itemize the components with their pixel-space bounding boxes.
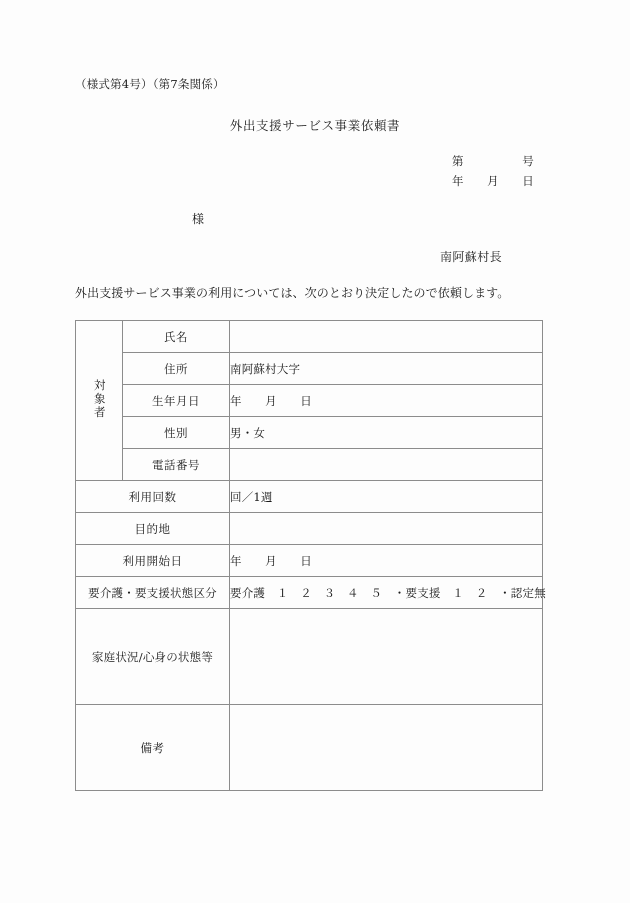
- document-number-line: 第 号: [452, 154, 534, 168]
- row-value-remarks[interactable]: [230, 705, 543, 791]
- subject-group-label: [76, 321, 123, 481]
- table-row: [76, 385, 543, 417]
- row-label-destination: 目的地: [76, 513, 230, 545]
- row-value-usage-count[interactable]: 回／1週: [230, 481, 543, 513]
- subject-group-label-text: 対象者: [92, 378, 107, 420]
- table-row: [76, 481, 543, 513]
- row-label-family-condition: 家庭状況/心身の状態等: [76, 609, 230, 705]
- document-date-line: 年 月 日: [452, 174, 534, 188]
- row-value-destination[interactable]: [230, 513, 543, 545]
- table-row: [76, 449, 543, 481]
- table-row: [76, 321, 543, 353]
- row-label-address: 住所: [123, 353, 230, 385]
- row-value-care-level[interactable]: 要介護 １ ２ ３ ４ ５ ・要支援 １ ２ ・認定無: [230, 577, 543, 609]
- lead-paragraph: 外出支援サービス事業の利用については、次のとおり決定したので依頼します。: [75, 286, 510, 300]
- table-row: [76, 705, 543, 791]
- row-label-care-level: 要介護・要支援状態区分: [76, 577, 230, 609]
- form-code: （様式第4号）（第7条関係）: [75, 77, 225, 91]
- row-value-phone[interactable]: [230, 449, 543, 481]
- row-label-remarks: 備考: [76, 705, 230, 791]
- row-value-start-date[interactable]: 年 月 日: [230, 545, 543, 577]
- table-row: [76, 353, 543, 385]
- row-label-gender: 性別: [123, 417, 230, 449]
- row-label-usage-count: 利用回数: [76, 481, 230, 513]
- issuer-name: 南阿蘇村長: [440, 250, 503, 264]
- row-value-name[interactable]: [230, 321, 543, 353]
- row-label-start-date: 利用開始日: [76, 545, 230, 577]
- table-row: [76, 545, 543, 577]
- table-row: [76, 577, 543, 609]
- row-value-family-condition[interactable]: [230, 609, 543, 705]
- row-label-birthdate: 生年月日: [123, 385, 230, 417]
- addressee-label: 様: [192, 212, 205, 226]
- table-row: [76, 609, 543, 705]
- page-title: 外出支援サービス事業依頼書: [229, 118, 401, 133]
- row-value-gender[interactable]: 男・女: [230, 417, 543, 449]
- row-label-name: 氏名: [123, 321, 230, 353]
- row-value-address[interactable]: 南阿蘇村大字: [230, 353, 543, 385]
- table-row: [76, 513, 543, 545]
- row-value-birthdate[interactable]: 年 月 日: [230, 385, 543, 417]
- table-row: [76, 417, 543, 449]
- row-label-phone: 電話番号: [123, 449, 230, 481]
- request-form-table: [75, 320, 546, 791]
